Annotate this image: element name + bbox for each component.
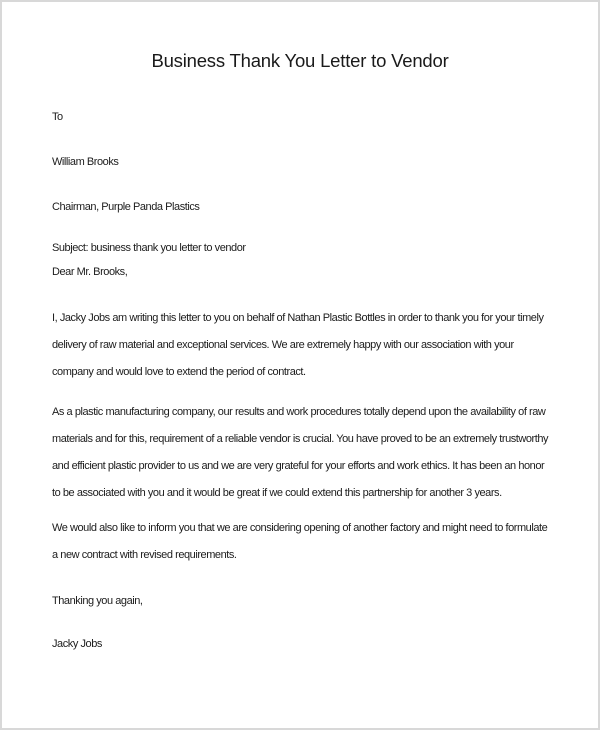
subject-line: Subject: business thank you letter to vendor xyxy=(52,242,246,254)
signature-name: Jacky Jobs xyxy=(52,638,102,650)
closing-line: Thanking you again, xyxy=(52,595,143,607)
recipient-title: Chairman, Purple Panda Plastics xyxy=(52,201,200,213)
recipient-name: William Brooks xyxy=(52,156,119,168)
recipient-label: To xyxy=(52,111,63,123)
letter-body xyxy=(2,104,599,658)
body-paragraph-2: As a plastic manufacturing company, our results and work procedures totally depend upon the availability of raw materials and for this, requirement of a reliable vendor is crucial. You have proved to be an extremely trustworthy and efficient plastic provider to us and we are very grateful for your efforts and work ethics. It has been an honor to be associated with you and it would be great if we could extend this partnership for another 3 years. xyxy=(52,406,549,499)
salutation: Dear Mr. Brooks, xyxy=(52,266,128,278)
body-paragraph-1: I, Jacky Jobs am writing this letter to you on behalf of Nathan Plastic Bottles in order to thank you for your timely delivery of raw material and exceptional services. We are extremely happy with our association with your company and would love to extend the period of contract. xyxy=(52,312,544,378)
body-paragraph-3: We would also like to inform you that we are considering opening of another factory and might need to formulate a new contract with revised requirements. xyxy=(52,522,548,561)
letter-title: Business Thank You Letter to Vendor xyxy=(151,50,449,71)
